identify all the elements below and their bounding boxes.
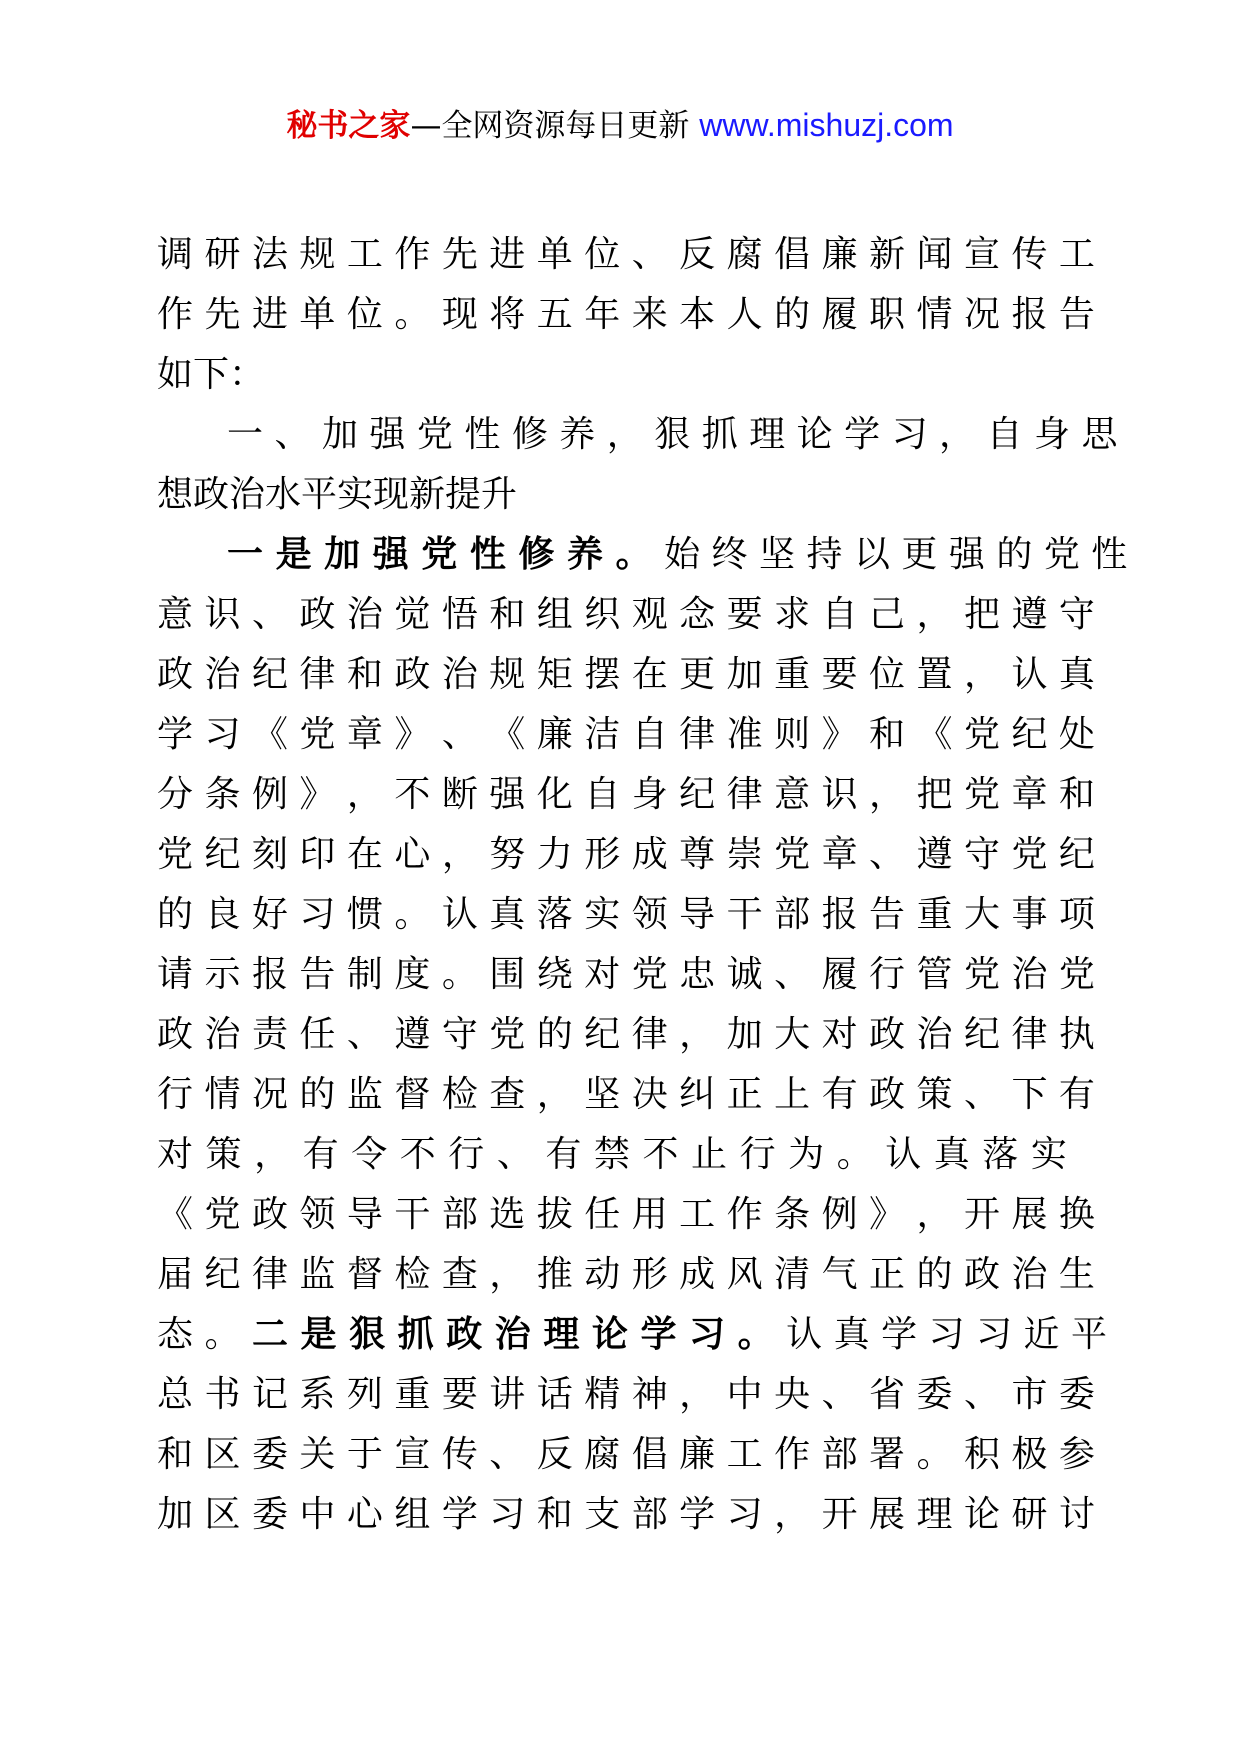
text-line: 加 区 委 中 心 组 学 习 和 支 部 学 习 ， 开 展 理 论 研 讨 (157, 1494, 1095, 1535)
text-line: 分 条 例 》 ， 不 断 强 化 自 身 纪 律 意 识 ， 把 党 章 和 (157, 774, 1095, 815)
brand-name: 秘书之家 (286, 108, 411, 144)
bold-lead-phrase: 一 是 加 强 党 性 修 养 。 (227, 534, 652, 575)
bold-lead-phrase: 二 是 狠 抓 政 治 理 论 学 习 。 (251, 1314, 774, 1355)
text-line: 政 治 纪 律 和 政 治 规 矩 摆 在 更 加 重 要 位 置 ， 认 真 (157, 654, 1095, 695)
text-line: 党 纪 刻 印 在 心 ， 努 力 形 成 尊 崇 党 章 、 遵 守 党 纪 (157, 834, 1095, 875)
header-tagline: —全网资源每日更新 (410, 108, 700, 144)
text-line: 一 是 加 强 党 性 修 养 。 始 终 坚 持 以 更 强 的 党 性 (227, 534, 1128, 575)
text-line: 意 识 、 政 治 觉 悟 和 组 织 观 念 要 求 自 己 ， 把 遵 守 (157, 594, 1095, 635)
text-line: 《 党 政 领 导 干 部 选 拔 任 用 工 作 条 例 》 ， 开 展 换 (157, 1194, 1095, 1235)
site-header (0, 100, 1240, 151)
text-line: 态 。 二 是 狠 抓 政 治 理 论 学 习 。 认 真 学 习 习 近 平 (157, 1314, 1107, 1355)
text-line: 如下： (157, 354, 266, 395)
text-line: 总 书 记 系 列 重 要 讲 话 精 神 ， 中 央 、 省 委 、 市 委 (157, 1374, 1095, 1415)
text-line: 行 情 况 的 监 督 检 查 ， 坚 决 纠 正 上 有 政 策 、 下 有 (157, 1074, 1095, 1115)
text-line: 调 研 法 规 工 作 先 进 单 位 、 反 腐 倡 廉 新 闻 宣 传 工 (157, 234, 1095, 275)
section-heading-line: 想政治水平实现新提升 (157, 474, 518, 515)
text-line: 作 先 进 单 位 。 现 将 五 年 来 本 人 的 履 职 情 况 报 告 (157, 294, 1095, 335)
text-line: 学 习 《 党 章 》 、 《 廉 洁 自 律 准 则 》 和 《 党 纪 处 (157, 714, 1095, 755)
text-line: 对 策 ， 有 令 不 行 、 有 禁 不 止 行 为 。 认 真 落 实 (157, 1134, 1067, 1175)
site-url-link[interactable]: www.mishuzj.com (699, 107, 954, 143)
text-line: 和 区 委 关 于 宣 传 、 反 腐 倡 廉 工 作 部 署 。 积 极 参 (157, 1434, 1095, 1475)
document-body (157, 225, 1128, 1545)
section-heading-line: 一 、 加 强 党 性 修 养 ， 狠 抓 理 论 学 习 ， 自 身 思 (227, 414, 1118, 455)
text-line: 政 治 责 任 、 遵 守 党 的 纪 律 ， 加 大 对 政 治 纪 律 执 (157, 1014, 1095, 1055)
text-line: 请 示 报 告 制 度 。 围 绕 对 党 忠 诚 、 履 行 管 党 治 党 (157, 954, 1095, 995)
text-line: 的 良 好 习 惯 。 认 真 落 实 领 导 干 部 报 告 重 大 事 项 (157, 894, 1095, 935)
text-line: 届 纪 律 监 督 检 查 ， 推 动 形 成 风 清 气 正 的 政 治 生 (157, 1254, 1095, 1295)
